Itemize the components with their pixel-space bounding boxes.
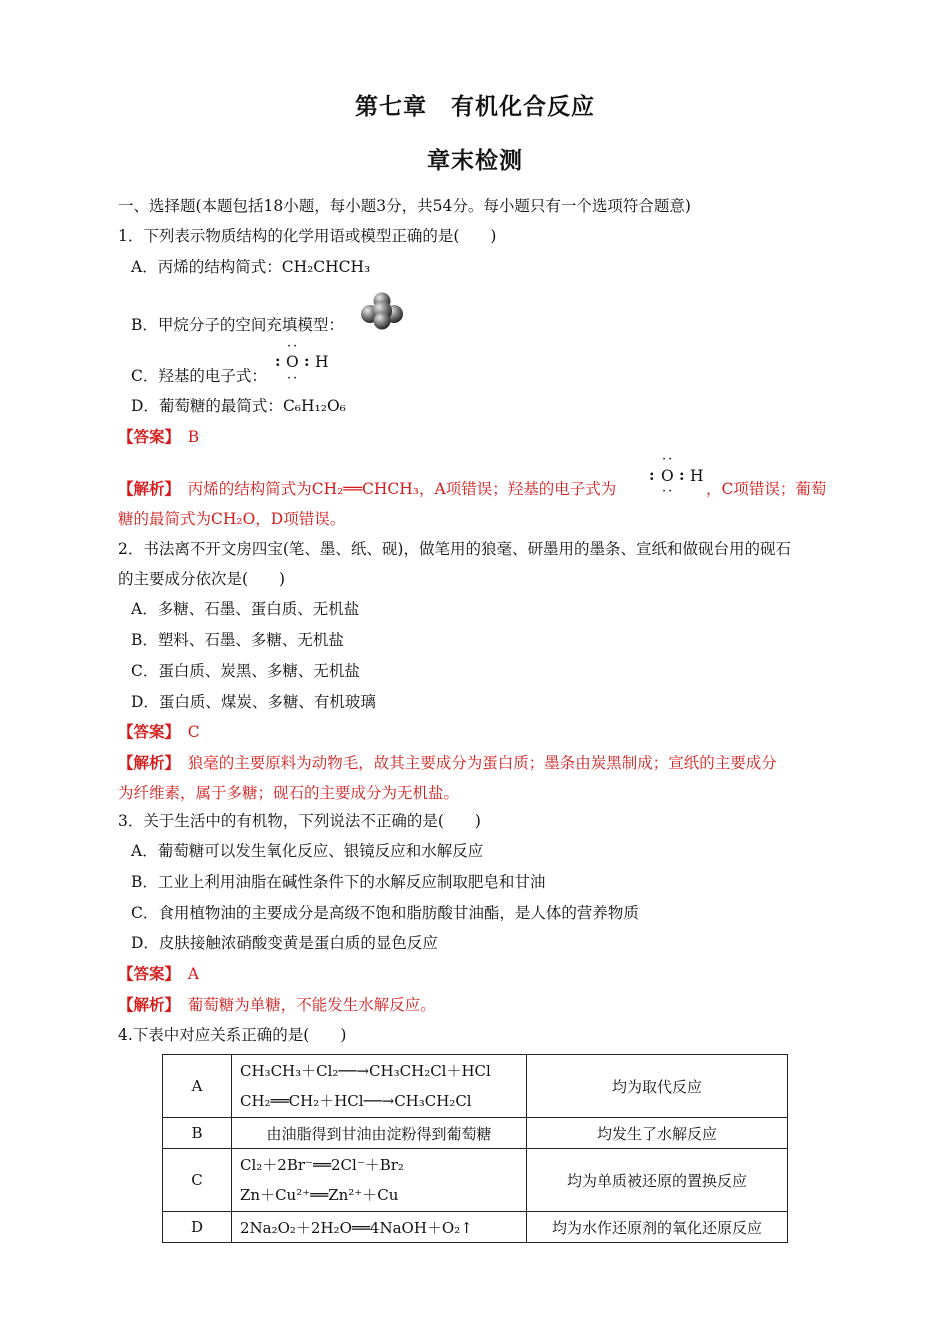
table-row: [163, 1118, 788, 1149]
q2-option-d: D．蛋白质、煤炭、多糖、有机玻璃: [131, 693, 376, 711]
table-cell-description: 均为取代反应: [527, 1055, 788, 1118]
q1-option-a-formula: CH₂CHCH₃: [281, 258, 371, 276]
electron-dots-bottom: ··: [287, 371, 300, 386]
q3-stem: 3．关于生活中的有机物，下列说法不正确的是( ): [118, 812, 481, 830]
chapter-title: 第七章 有机化合反应: [355, 94, 595, 120]
table-cell-description: 均为水作还原剂的氧化还原反应: [527, 1212, 788, 1243]
table-cell-equations: 由油脂得到甘油由淀粉得到葡萄糖: [232, 1118, 527, 1149]
electron-dots-top: ··: [287, 339, 300, 354]
equation: CH₂══CH₂＋HCl──→CH₃CH₂Cl: [240, 1092, 472, 1110]
table-cell-equations: 2Na₂O₂＋2H₂O══4NaOH＋O₂↑: [232, 1212, 527, 1243]
reaction-table: [162, 1054, 788, 1243]
electron-atom-h: H: [690, 467, 704, 485]
q3-analysis-text: 葡萄糖为单糖，不能发生水解反应。: [187, 996, 436, 1014]
table-cell-option: B: [163, 1118, 232, 1149]
table-cell-option: A: [163, 1055, 232, 1118]
table-cell-description: 均为单质被还原的置换反应: [527, 1149, 788, 1212]
q3-option-b: B．工业上利用油脂在碱性条件下的水解反应制取肥皂和甘油: [131, 873, 546, 891]
electron-pair-shared: :: [679, 466, 685, 484]
table-cell-equations: [232, 1149, 527, 1212]
table-row: [163, 1212, 788, 1243]
q2-stem-line-2: 的主要成分依次是( ): [118, 570, 286, 588]
q1-option-d-formula: C₆H₁₂O₆: [282, 397, 346, 415]
q1-option-b: B．甲烷分子的空间充填模型：: [131, 316, 344, 334]
electron-dots-bottom: ··: [662, 484, 675, 499]
q1-option-c: C．羟基的电子式：: [131, 367, 267, 385]
q1-option-d: [131, 395, 346, 417]
q1-option-a: [131, 256, 370, 278]
answer-tag: 【答案】: [118, 964, 173, 983]
table-cell-option: D: [163, 1212, 232, 1243]
q3-option-d: D．皮肤接触浓硝酸变黄是蛋白质的显色反应: [131, 934, 438, 952]
q2-option-b: B．塑料、石墨、多糖、无机盐: [131, 631, 344, 649]
answer-tag: 【答案】: [118, 427, 173, 446]
q3-answer: [118, 963, 199, 985]
q2-analysis-line-1: [118, 752, 777, 774]
table-row: [163, 1055, 788, 1118]
q2-option-a: A．多糖、石墨、蛋白质、无机盐: [131, 600, 360, 618]
analysis-tag: 【解析】: [118, 995, 173, 1014]
q2-answer: [118, 721, 200, 743]
electron-pair-left: :: [275, 352, 281, 370]
q2-analysis-text-1: 狼毫的主要原料为动物毛，故其主要成分为蛋白质；墨条由炭黑制成；宣纸的主要成分: [187, 754, 777, 772]
electron-pair-shared: :: [304, 352, 310, 370]
q3-option-c: C．食用植物油的主要成分是高级不饱和脂肪酸甘油酯，是人体的营养物质: [131, 904, 639, 922]
table-cell-equations: [232, 1055, 527, 1118]
methane-space-filling-model-image: [360, 292, 406, 330]
equation: CH₃CH₃＋Cl₂──→CH₃CH₂Cl＋HCl: [240, 1062, 491, 1080]
electron-dots-top: ··: [662, 452, 675, 467]
q3-option-a: A．葡萄糖可以发生氧化反应、银镜反应和水解反应: [131, 842, 484, 860]
q2-option-c: C．蛋白质、炭黑、多糖、无机盐: [131, 662, 360, 680]
q1-analysis-text-2: ，C项错误；葡萄: [706, 480, 827, 498]
answer-tag: 【答案】: [118, 722, 173, 741]
q1-analysis-text-1: 丙烯的结构简式为CH₂══CHCH₃，A项错误；羟基的电子式为: [187, 480, 617, 498]
electron-atom-o: O: [661, 467, 674, 485]
equation: Cl₂＋2Br⁻══2Cl⁻＋Br₂: [240, 1156, 404, 1174]
q1-option-a-text: A．丙烯的结构简式：: [131, 258, 282, 276]
electron-atom-h: H: [315, 353, 329, 371]
q4-stem: 4.下表中对应关系正确的是( ): [118, 1026, 347, 1044]
q2-stem-line-1: 2．书法离不开文房四宝(笔、墨、纸、砚)，做笔用的狼毫、研墨用的墨条、宣纸和做砚台用的砚石: [118, 540, 791, 558]
analysis-tag: 【解析】: [118, 479, 173, 498]
answer-value: A: [187, 965, 199, 983]
table-row: [163, 1149, 788, 1212]
q2-analysis-line-2: 为纤维素，属于多糖；砚石的主要成分为无机盐。: [118, 784, 460, 802]
section-intro: 一、选择题(本题包括18小题，每小题3分，共54分。每小题只有一个选项符合题意): [118, 197, 691, 215]
electron-atom-o: O: [286, 353, 299, 371]
q1-option-d-text: D．葡萄糖的最简式：: [131, 397, 283, 415]
section-title: 章末检测: [427, 148, 523, 174]
q3-analysis: [118, 994, 436, 1016]
table-cell-option: C: [163, 1149, 232, 1212]
answer-value: B: [187, 428, 200, 446]
answer-value: C: [187, 723, 200, 741]
electron-pair-left: :: [649, 466, 655, 484]
q1-analysis-line-1: [118, 478, 616, 500]
q1-stem: 1．下列表示物质结构的化学用语或模型正确的是( ): [118, 227, 497, 245]
equation: Zn＋Cu²⁺══Zn²⁺＋Cu: [240, 1186, 399, 1204]
q1-answer: [118, 426, 199, 448]
table-cell-description: 均发生了水解反应: [527, 1118, 788, 1149]
analysis-tag: 【解析】: [118, 753, 173, 772]
q1-analysis-line-2: 糖的最简式为CH₂O，D项错误。: [118, 510, 346, 528]
